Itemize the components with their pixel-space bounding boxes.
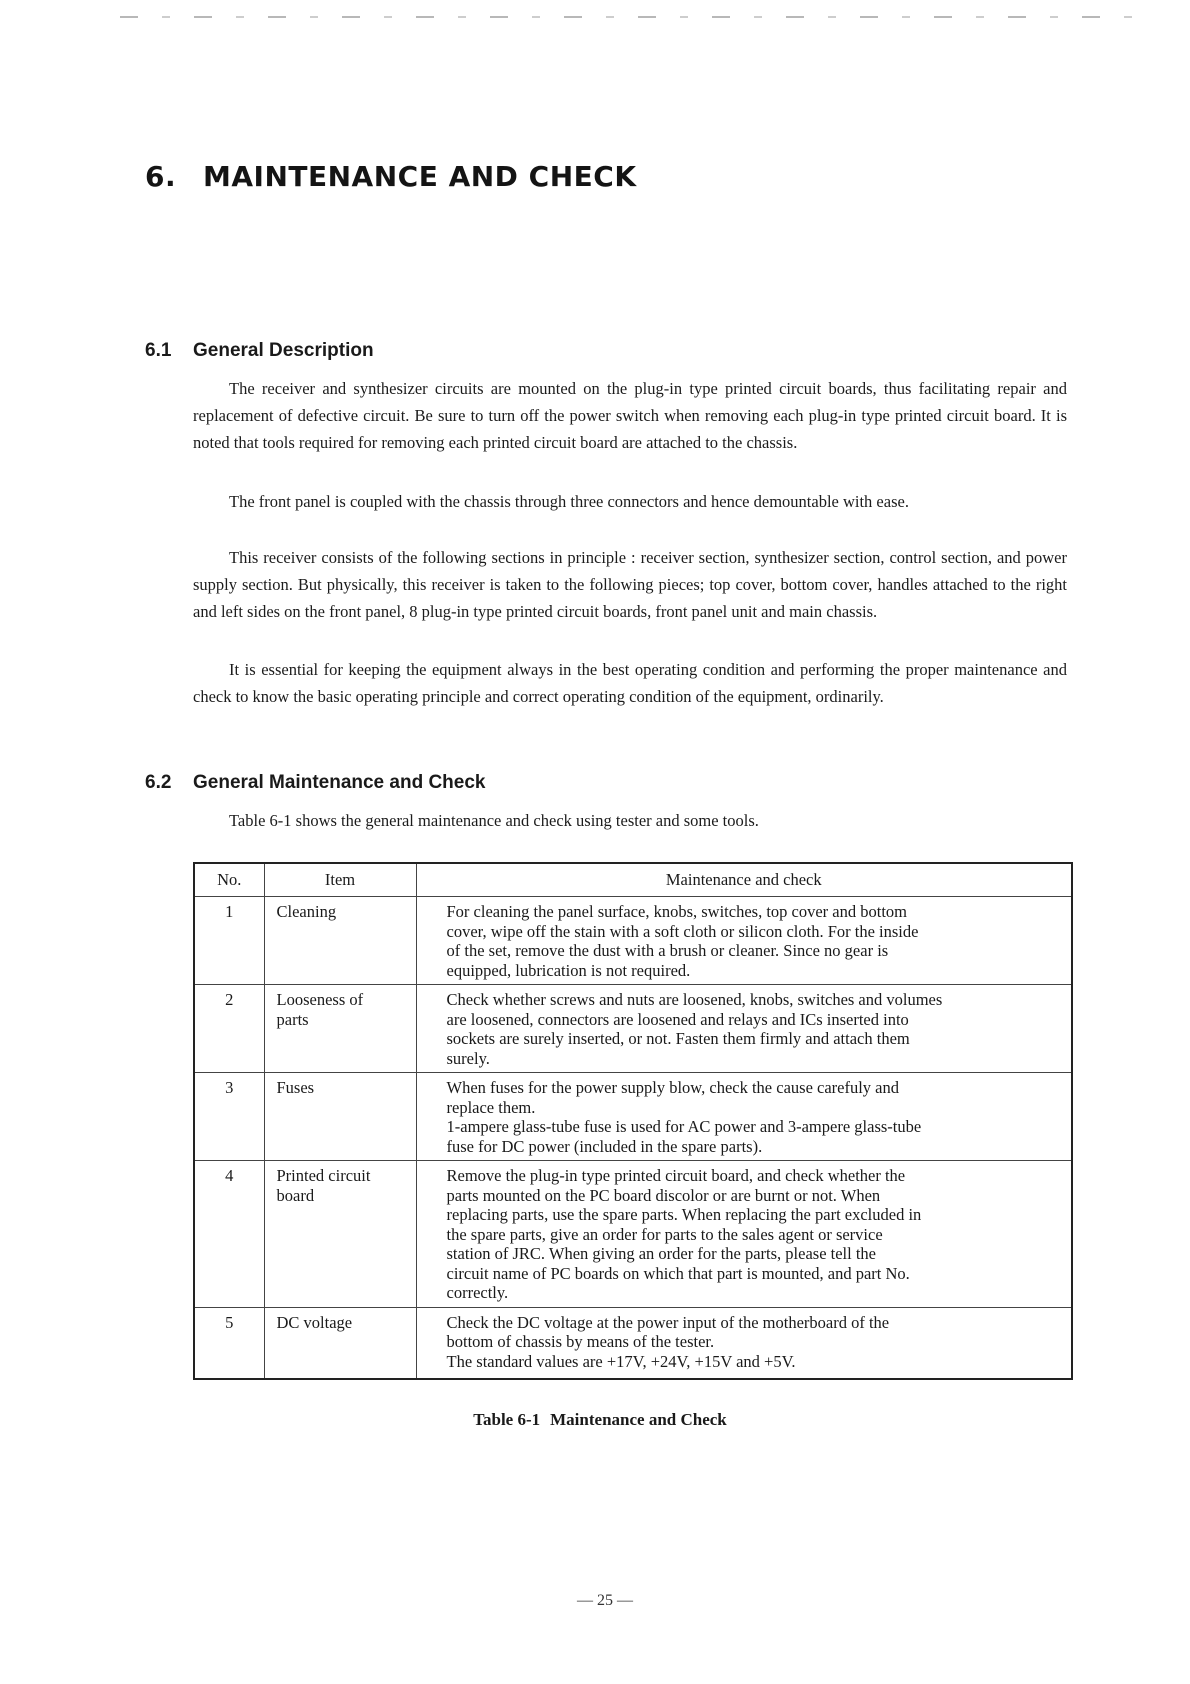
- text-line: replace them.: [446, 1097, 536, 1117]
- row-item: DC voltage: [264, 1307, 416, 1379]
- chapter-title: [145, 160, 637, 193]
- column-header-no: No.: [194, 863, 264, 897]
- text-line: circuit name of PC boards on which that part is mounted, and part No.: [446, 1263, 910, 1283]
- caption-title: Maintenance and Check: [550, 1410, 727, 1429]
- section-title: General Maintenance and Check: [193, 772, 486, 793]
- chapter-title-text: MAINTENANCE AND CHECK: [203, 160, 637, 193]
- column-header-item: Item: [264, 863, 416, 897]
- chapter-number: 6.: [145, 160, 177, 193]
- item-line: Printed circuit: [276, 1166, 371, 1185]
- row-number: 3: [194, 1073, 264, 1161]
- row-maintenance-text: [416, 985, 1072, 1073]
- text-line: The standard values are +17V, +24V, +15V and +5V.: [446, 1351, 796, 1371]
- row-maintenance-text: [416, 897, 1072, 985]
- text-line: correctly.: [446, 1283, 509, 1302]
- item-line: parts: [276, 1009, 309, 1029]
- page-number: — 25 —: [577, 1592, 633, 1609]
- table-row: [194, 1307, 1072, 1379]
- item-line: board: [276, 1185, 315, 1205]
- text-line: station of JRC. When giving an order for the parts, please tell the: [446, 1244, 877, 1263]
- row-item: Cleaning: [264, 897, 416, 985]
- text-line: 1-ampere glass-tube fuse is used for AC power and 3-ampere glass-tube: [446, 1117, 922, 1136]
- section-number: 6.1: [145, 340, 172, 361]
- row-item: [264, 1161, 416, 1308]
- row-item: Fuses: [264, 1073, 416, 1161]
- section-number: 6.2: [145, 772, 172, 793]
- row-number: 5: [194, 1307, 264, 1379]
- column-header-maintenance: Maintenance and check: [416, 863, 1072, 897]
- table-header-row: [194, 863, 1072, 897]
- paragraph-general-description-1: The receiver and synthesizer circuits are mounted on the plug-in type printed circuit boards, thus facilitating repair and replacement of defective circuit. Be sure to turn off the power switch when removing each plug-in type printed circuit board. It is noted that tools required for removing each printed circuit board are attached to the chassis.: [193, 379, 1067, 452]
- paragraph-general-description-3: This receiver consists of the following sections in principle : receiver section, synthesizer section, control section, and power supply section. But physically, this receiver is taken to the following pieces; top cover, bottom cover, handles attached to the right and left sides on the front panel, 8 plug-in type printed circuit boards, front panel unit and main chassis.: [193, 548, 1067, 621]
- row-maintenance-text: [416, 1073, 1072, 1161]
- text-line: sockets are surely inserted, or not. Fasten them firmly and attach them: [446, 1029, 910, 1048]
- text-line: are loosened, connectors are loosened and relays and ICs inserted into: [446, 1009, 909, 1029]
- paragraph-general-description-4: It is essential for keeping the equipment always in the best operating condition and performing the proper maintenance and check to know the basic operating principle and correct operating condition of the equipment, ordinarily.: [193, 660, 1067, 706]
- table-caption: [0, 1410, 1190, 1430]
- text-line: Remove the plug-in type printed circuit board, and check whether the: [446, 1166, 906, 1185]
- text-line: the spare parts, give an order for parts to the sales agent or service: [446, 1224, 883, 1244]
- row-number: 2: [194, 985, 264, 1073]
- paragraph-general-description-2: The front panel is coupled with the chassis through three connectors and hence demountable with ease.: [229, 492, 909, 511]
- maintenance-table: [193, 862, 1073, 1380]
- table-row: [194, 897, 1072, 985]
- text-line: cover, wipe off the stain with a soft cloth or silicon cloth. For the inside: [446, 921, 919, 941]
- text-line: replacing parts, use the spare parts. When replacing the part excluded in: [446, 1205, 922, 1224]
- section-heading-6-1: [145, 340, 374, 362]
- table-row: [194, 1161, 1072, 1308]
- text-line: surely.: [446, 1048, 490, 1068]
- caption-label: Table 6-1: [473, 1410, 541, 1429]
- row-item: [264, 985, 416, 1073]
- row-number: 1: [194, 897, 264, 985]
- text-line: equipped, lubrication is not required.: [446, 960, 691, 980]
- row-maintenance-text: [416, 1161, 1072, 1308]
- section-heading-6-2: [145, 772, 486, 794]
- scan-artifact-top: [120, 16, 1150, 18]
- text-line: Check whether screws and nuts are loosened, knobs, switches and volumes: [446, 990, 943, 1009]
- text-line: When fuses for the power supply blow, check the cause carefuly and: [446, 1078, 900, 1097]
- table-row: [194, 985, 1072, 1073]
- text-line: of the set, remove the dust with a brush or cleaner. Since no gear is: [446, 941, 889, 960]
- item-line: Looseness of: [276, 990, 364, 1009]
- table-row: [194, 1073, 1072, 1161]
- text-line: bottom of chassis by means of the tester.: [446, 1332, 715, 1351]
- text-line: fuse for DC power (included in the spare parts).: [446, 1136, 763, 1156]
- table-intro-paragraph: Table 6-1 shows the general maintenance and check using tester and some tools.: [229, 811, 759, 830]
- section-title: General Description: [193, 340, 374, 361]
- text-line: For cleaning the panel surface, knobs, switches, top cover and bottom: [446, 902, 908, 921]
- row-number: 4: [194, 1161, 264, 1308]
- text-line: parts mounted on the PC board discolor or are burnt or not. When: [446, 1185, 881, 1205]
- text-line: Check the DC voltage at the power input of the motherboard of the: [446, 1312, 890, 1332]
- row-maintenance-text: [416, 1307, 1072, 1379]
